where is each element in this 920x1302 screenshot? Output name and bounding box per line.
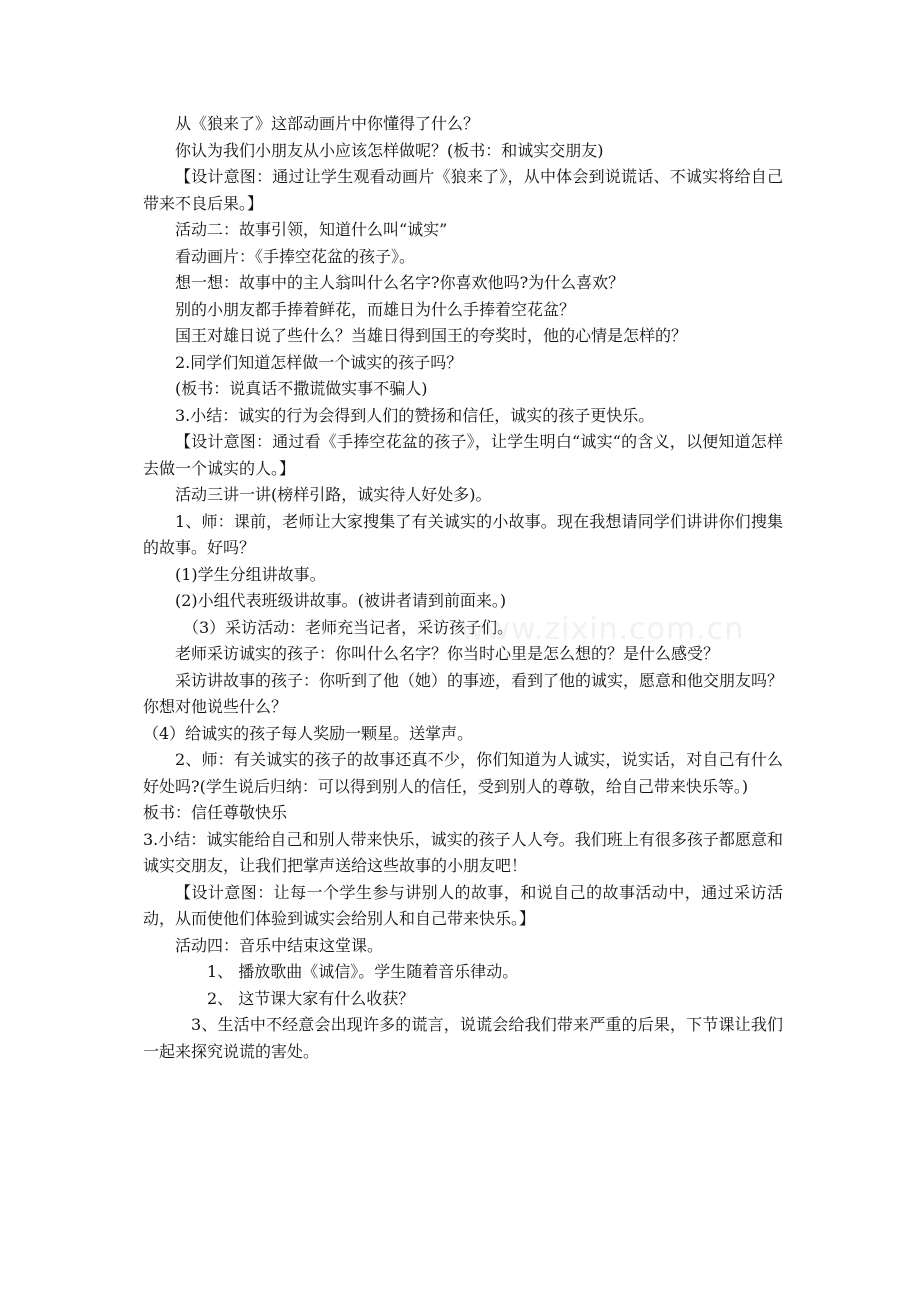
paragraph: 看动画片：《手捧空花盆的孩子》。 <box>175 246 416 266</box>
summary: 3.小结：诚实能给自己和别人带来快乐，诚实的孩子人人夸。我们班上有很多孩子都愿意和诚实交朋友，让我们把掌声送给这些故事的小朋友吧！ <box>143 829 783 875</box>
paragraph: 2、师：有关诚实的孩子的故事还真不少，你们知道为人诚实，说实话，对自己有什么好处吗?(学生说后归纳：可以得到别人的信任，受到别人的尊敬，给自己带来快乐等。) <box>143 750 783 796</box>
watermark: www.zixin.com.cn <box>460 612 745 647</box>
list-item: 1、 播放歌曲《诚信》。学生随着音乐律动。 <box>207 962 519 981</box>
paragraph: 别的小朋友都手捧着鲜花，而雄日为什么手捧着空花盆？ <box>175 299 576 319</box>
paragraph: 老师采访诚实的孩子：你叫什么名字？你当时心里是怎么想的？是什么感受？ <box>175 644 720 663</box>
paragraph: 你认为我们小朋友从小应该怎样做呢？(板书：和诚实交朋友) <box>175 140 604 160</box>
paragraph: 国王对雄日说了些什么？当雄日得到国王的夸奖时，他的心情是怎样的？ <box>175 326 688 345</box>
paragraph: 1、师：课前，老师让大家搜集了有关诚实的小故事。现在我想请同学们讲讲你们搜集的故事。好吗？ <box>143 511 783 557</box>
blackboard-note: (板书：说真话不撒谎做实事不骗人) <box>175 379 428 398</box>
activity-heading: 活动三讲一讲(榜样引路，诚实待人好处多)。 <box>175 485 492 504</box>
list-item: 3、生活中不经意会出现许多的谎言，说谎会给我们带来严重的后果，下节课让我们一起来探究说谎的害处。 <box>143 1015 783 1061</box>
list-item: （4）给诚实的孩子每人奖励一颗星。送掌声。 <box>143 723 474 743</box>
paragraph: 采访讲故事的孩子：你听到了他（她）的事迹，看到了他的诚实，愿意和他交朋友吗？你想对他说些什么？ <box>143 670 784 716</box>
paragraph: 想一想：故事中的主人翁叫什么名字?你喜欢他吗?为什么喜欢？ <box>175 273 625 292</box>
list-item: (2)小组代表班级讲故事。(被讲者请到前面来。) <box>175 591 507 610</box>
blackboard-note: 板书：信任尊敬快乐 <box>143 803 288 822</box>
design-intent-note: 【设计意图：让每一个学生参与讲别人的故事，和说自己的故事活动中，通过采访活动，从而使他们体验到诚实会给别人和自己带来快乐。】 <box>143 882 783 928</box>
document-body <box>143 111 783 1065</box>
activity-heading: 活动四：音乐中结束这堂课。 <box>175 935 384 955</box>
design-intent-note: 【设计意图：通过让学生观看动画片《狼来了》，从中体会到说谎话、不诚实将给自己带来不良后果。】 <box>143 167 783 213</box>
list-item: 2、 这节课大家有什么收获？ <box>207 988 415 1008</box>
design-intent-note: 【设计意图：通过看《手捧空花盆的孩子》，让学生明白“诚实“的含义，以便知道怎样去做一个诚实的人。】 <box>143 432 783 478</box>
list-item: （3）采访活动：老师充当记者，采访孩子们。 <box>183 617 514 637</box>
activity-heading: 活动二：故事引领，知道什么叫“诚实” <box>175 220 448 239</box>
paragraph: 2.同学们知道怎样做一个诚实的孩子吗？ <box>175 352 463 372</box>
list-item: (1)学生分组讲故事。 <box>175 564 326 584</box>
summary: 3.小结：诚实的行为会得到人们的赞扬和信任，诚实的孩子更快乐。 <box>175 405 655 425</box>
paragraph: 从《狼来了》这部动画片中你懂得了什么？ <box>175 114 480 133</box>
